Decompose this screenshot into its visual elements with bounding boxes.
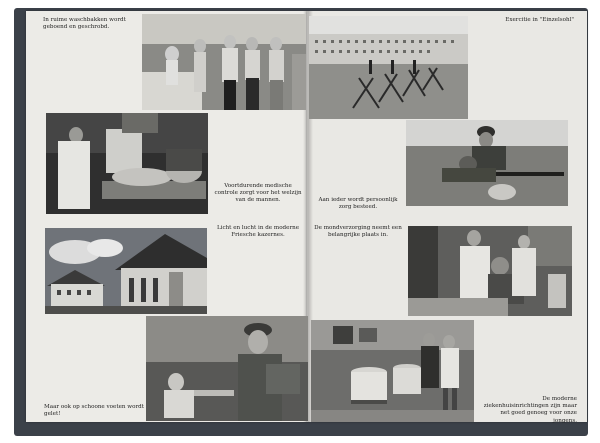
caption-light-air: Licht en lucht in de moderne Friesche kazernes. <box>216 225 300 239</box>
photo-soldier-prone <box>406 120 568 206</box>
photo-hospital <box>311 320 474 422</box>
caption-washbasins: In ruime waschbakken wordt geboend en geschrobd. <box>43 17 126 31</box>
photo-washroom <box>142 14 306 110</box>
caption-hospital: De moderne ziekenhuisinrichtingen zijn maar net goed genoeg voor onze jongens. <box>483 396 577 424</box>
caption-personal-care: Aan ieder wordt persoonlijk zorg besteed. <box>318 197 398 211</box>
photo-foot-inspection <box>146 316 308 421</box>
caption-dental: De mondverzorging neemt een belangrijke plaats in. <box>314 225 402 239</box>
caption-exercise: Exercitie in "Einzelsohl" <box>505 17 574 23</box>
photo-dentist <box>408 226 572 316</box>
photo-barracks <box>45 228 207 314</box>
caption-feet: Maar ook op schoone voeten wordt gelet! <box>44 404 144 418</box>
photo-exercise-field <box>309 16 468 119</box>
caption-medical: Voortdurende medische controle zorgt voor het welzijn van de mannen. <box>214 183 302 204</box>
photo-medical-exam <box>46 113 208 214</box>
